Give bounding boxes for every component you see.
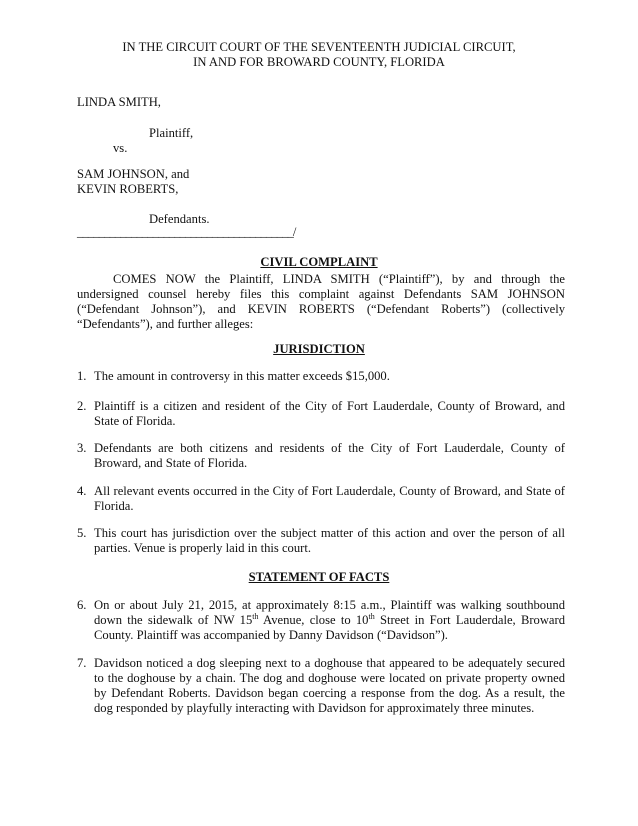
court-heading-line2: IN AND FOR BROWARD COUNTY, FLORIDA [193, 55, 445, 69]
list-item [77, 369, 565, 384]
item-number: 2. [77, 399, 87, 413]
item-number: 7. [77, 656, 87, 670]
defendant-roberts: KEVIN ROBERTS, [77, 182, 179, 196]
versus: vs. [113, 141, 128, 155]
list-item [77, 441, 565, 471]
ordinal-suffix: th [368, 611, 375, 621]
caption-rule: ________________________________________/ [77, 225, 296, 239]
item-number: 4. [77, 484, 87, 498]
item-text [94, 598, 565, 643]
ordinal-suffix: th [252, 611, 259, 621]
list-item [77, 399, 565, 429]
item-number: 1. [77, 369, 87, 383]
item-text: All relevant events occurred in the City of Fort Lauderdale, County of Broward, and State of Florida. [94, 484, 565, 513]
item-text: Plaintiff is a citizen and resident of the City of Fort Lauderdale, County of Broward, and State of Florida. [94, 399, 565, 428]
defendant-johnson: SAM JOHNSON, and [77, 167, 190, 181]
jurisdiction-heading: JURISDICTION [273, 342, 365, 356]
item-text: The amount in controversy in this matter exceeds $15,000. [94, 369, 390, 383]
list-item [77, 656, 565, 716]
defendants-role: Defendants. [149, 212, 210, 226]
item-text: Davidson noticed a dog sleeping next to a doghouse that appeared to be adequately secured to the doghouse by a chain. The dog and doghouse were located on private property owned by Defendant Roberts. Davidson began coercing a response from the dog. As a result, the dog responded by playfully interacting with Davidson for approximately three minutes. [94, 656, 565, 715]
list-item [77, 598, 565, 643]
item-number: 3. [77, 441, 87, 455]
plaintiff-name: LINDA SMITH, [77, 95, 161, 109]
document-title: CIVIL COMPLAINT [260, 255, 378, 269]
intro-paragraph: COMES NOW the Plaintiff, LINDA SMITH (“Plaintiff”), by and through the undersigned counsel hereby files this complaint against Defendants SAM JOHNSON (“Defendant Johnson”), and KEVIN ROBERTS (“Defendant Roberts”) (collectively “Defendants”), and further alleges: [77, 272, 565, 331]
item-text: This court has jurisdiction over the subject matter of this action and over the person of all parties. Venue is properly laid in this court. [94, 526, 565, 555]
fact6-text-part1: On or about July 21, 2015, at approximately 8:15 a.m., Plaintiff was walking southbound down the sidewalk of NW 15 [94, 598, 565, 627]
facts-heading: STATEMENT OF FACTS [248, 570, 390, 584]
fact6-text-part2: Avenue, close to 10 [258, 613, 369, 627]
item-text: Defendants are both citizens and residents of the City of Fort Lauderdale, County of Broward, and State of Florida. [94, 441, 565, 470]
court-heading-line1: IN THE CIRCUIT COURT OF THE SEVENTEENTH JUDICIAL CIRCUIT, [122, 40, 516, 54]
item-number: 5. [77, 526, 87, 540]
fact6-text-part3: Street in Fort Lauderdale, Broward County. Plaintiff was accompanied by Danny Davidson (“Davidson”). [94, 613, 566, 642]
list-item [77, 526, 565, 556]
list-item [77, 484, 565, 514]
item-number: 6. [77, 598, 87, 612]
plaintiff-role: Plaintiff, [149, 126, 194, 140]
